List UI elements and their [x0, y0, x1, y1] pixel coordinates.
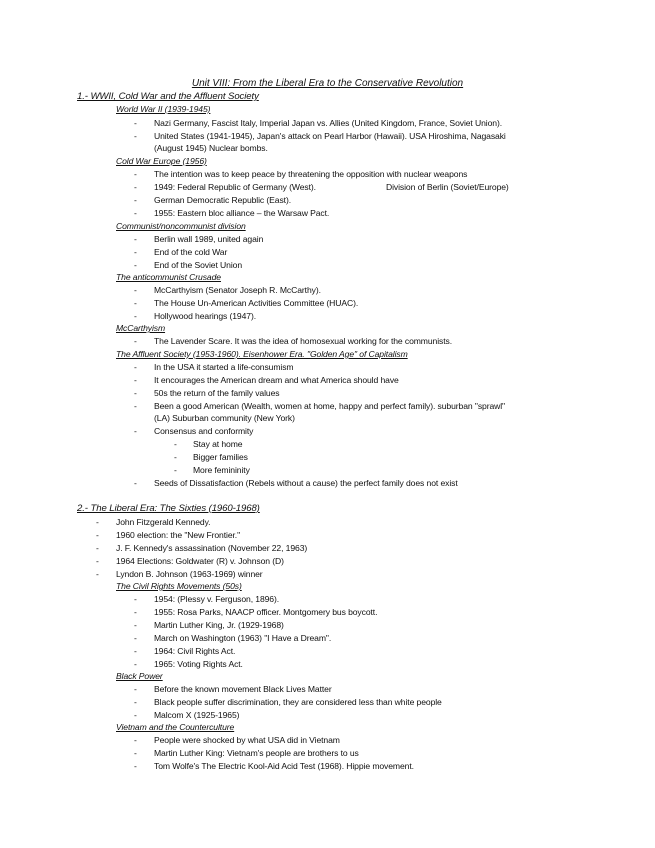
bullet-dash: -	[134, 118, 137, 128]
list-item: End of the Soviet Union	[154, 260, 242, 270]
list-item: 1955: Eastern bloc alliance – the Warsaw Pact.	[154, 208, 330, 218]
vietnam-heading: Vietnam and the Counterculture	[116, 722, 235, 732]
list-item: March on Washington (1963) "I Have a Dream".	[154, 633, 332, 643]
bullet-dash: -	[134, 208, 137, 218]
bullet-dash: -	[134, 195, 137, 205]
page-title: Unit VIII: From the Liberal Era to the Conservative Revolution	[191, 78, 464, 89]
bullet-dash: -	[134, 375, 137, 385]
list-item: Been a good American (Wealth, women at home, happy and perfect family). suburban "sprawl"	[154, 401, 506, 411]
affluent-heading: The Affluent Society (1953-1960). Eisenhower Era. "Golden Age" of Capitalism	[116, 349, 408, 359]
list-item: Tom Wolfe's The Electric Kool-Aid Acid Test (1968). Hippie movement.	[154, 761, 414, 771]
cold-war-heading: Cold War Europe (1956)	[116, 156, 207, 166]
bullet-dash: -	[134, 735, 137, 745]
bullet-dash: -	[134, 633, 137, 643]
bullet-dash: -	[134, 182, 137, 192]
section-1-heading: 1.- WWII, Cold War and the Affluent Society	[77, 91, 259, 102]
list-item: Berlin wall 1989, united again	[154, 234, 264, 244]
bullet-dash: -	[134, 247, 137, 257]
bullet-dash: -	[134, 710, 137, 720]
list-item-continued: (LA) Suburban community (New York)	[154, 413, 295, 423]
list-item: Martin Luther King: Vietnam's people are brothers to us	[154, 748, 359, 758]
bullet-dash: -	[174, 465, 177, 475]
list-item: The intention was to keep peace by threatening the opposition with nuclear weapons	[154, 169, 468, 179]
list-item: It encourages the American dream and what America should have	[154, 375, 399, 385]
bullet-dash: -	[134, 169, 137, 179]
list-item: The House Un-American Activities Committee (HUAC).	[154, 298, 359, 308]
black-power-heading: Black Power	[116, 671, 163, 681]
list-item: McCarthyism (Senator Joseph R. McCarthy).	[154, 285, 321, 295]
list-item: United States (1941-1945), Japan's attack on Pearl Harbor (Hawaii). USA Hiroshima, Nagasaki	[154, 131, 506, 141]
list-item: Black people suffer discrimination, they are considered less than white people	[154, 697, 442, 707]
list-item: Martin Luther King, Jr. (1929-1968)	[154, 620, 284, 630]
bullet-dash: -	[134, 311, 137, 321]
list-item: Consensus and conformity	[154, 426, 254, 436]
bullet-dash: -	[174, 439, 177, 449]
bullet-dash: -	[96, 517, 99, 527]
bullet-dash: -	[134, 607, 137, 617]
bullet-dash: -	[134, 131, 137, 141]
list-item: 1965: Voting Rights Act.	[154, 659, 243, 669]
bullet-dash: -	[134, 646, 137, 656]
bullet-dash: -	[96, 530, 99, 540]
list-item: Malcom X (1925-1965)	[154, 710, 240, 720]
bullet-dash: -	[134, 260, 137, 270]
bullet-dash: -	[134, 697, 137, 707]
anticommunist-heading: The anticommunist Crusade	[116, 272, 221, 282]
list-item: 1949: Federal Republic of Germany (West).	[154, 182, 316, 192]
list-item: End of the cold War	[154, 247, 228, 257]
list-item: The Lavender Scare. It was the idea of homosexual working for the communists.	[154, 336, 453, 346]
bullet-dash: -	[134, 336, 137, 346]
list-item: John Fitzgerald Kennedy.	[116, 517, 211, 527]
list-item-continued: (August 1945) Nuclear bombs.	[154, 143, 268, 153]
list-item: Before the known movement Black Lives Matter	[154, 684, 332, 694]
list-item-aside: Division of Berlin (Soviet/Europe)	[386, 182, 509, 192]
sub-list-item: More femininity	[193, 465, 250, 475]
list-item: 50s the return of the family values	[154, 388, 280, 398]
bullet-dash: -	[134, 761, 137, 771]
list-item: 1954: (Plessy v. Ferguson, 1896).	[154, 594, 280, 604]
mccarthyism-heading: McCarthyism	[116, 323, 166, 333]
bullet-dash: -	[134, 401, 137, 411]
sub-list-item: Stay at home	[193, 439, 243, 449]
bullet-dash: -	[134, 748, 137, 758]
list-item: People were shocked by what USA did in Vietnam	[154, 735, 340, 745]
list-item: Hollywood hearings (1947).	[154, 311, 257, 321]
list-item: J. F. Kennedy's assassination (November 22, 1963)	[116, 543, 308, 553]
list-item: Seeds of Dissatisfaction (Rebels without a cause) the perfect family does not exist	[154, 478, 458, 488]
bullet-dash: -	[96, 569, 99, 579]
bullet-dash: -	[134, 426, 137, 436]
list-item: Lyndon B. Johnson (1963-1969) winner	[116, 569, 263, 579]
sub-list-item: Bigger families	[193, 452, 248, 462]
bullet-dash: -	[134, 594, 137, 604]
bullet-dash: -	[134, 620, 137, 630]
bullet-dash: -	[134, 478, 137, 488]
bullet-dash: -	[174, 452, 177, 462]
bullet-dash: -	[134, 298, 137, 308]
list-item: Nazi Germany, Fascist Italy, Imperial Japan vs. Allies (United Kingdom, France, Soviet Union).	[154, 118, 503, 128]
bullet-dash: -	[134, 285, 137, 295]
bullet-dash: -	[134, 234, 137, 244]
list-item: 1955: Rosa Parks, NAACP officer. Montgomery bus boycott.	[154, 607, 378, 617]
bullet-dash: -	[96, 543, 99, 553]
list-item: German Democratic Republic (East).	[154, 195, 292, 205]
bullet-dash: -	[134, 659, 137, 669]
section-2-heading: 2.- The Liberal Era: The Sixties (1960-1968)	[77, 503, 260, 514]
civil-rights-heading: The Civil Rights Movements (50s)	[116, 581, 242, 591]
list-item: 1964 Elections: Goldwater (R) v. Johnson (D)	[116, 556, 284, 566]
ww2-heading: World War II (1939-1945)	[116, 104, 211, 114]
list-item: 1964: Civil Rights Act.	[154, 646, 236, 656]
bullet-dash: -	[134, 388, 137, 398]
bullet-dash: -	[134, 362, 137, 372]
communist-heading: Communist/noncommunist division	[116, 221, 246, 231]
bullet-dash: -	[96, 556, 99, 566]
bullet-dash: -	[134, 684, 137, 694]
list-item: In the USA it started a life-consumism	[154, 362, 294, 372]
list-item: 1960 election: the "New Frontier."	[116, 530, 241, 540]
